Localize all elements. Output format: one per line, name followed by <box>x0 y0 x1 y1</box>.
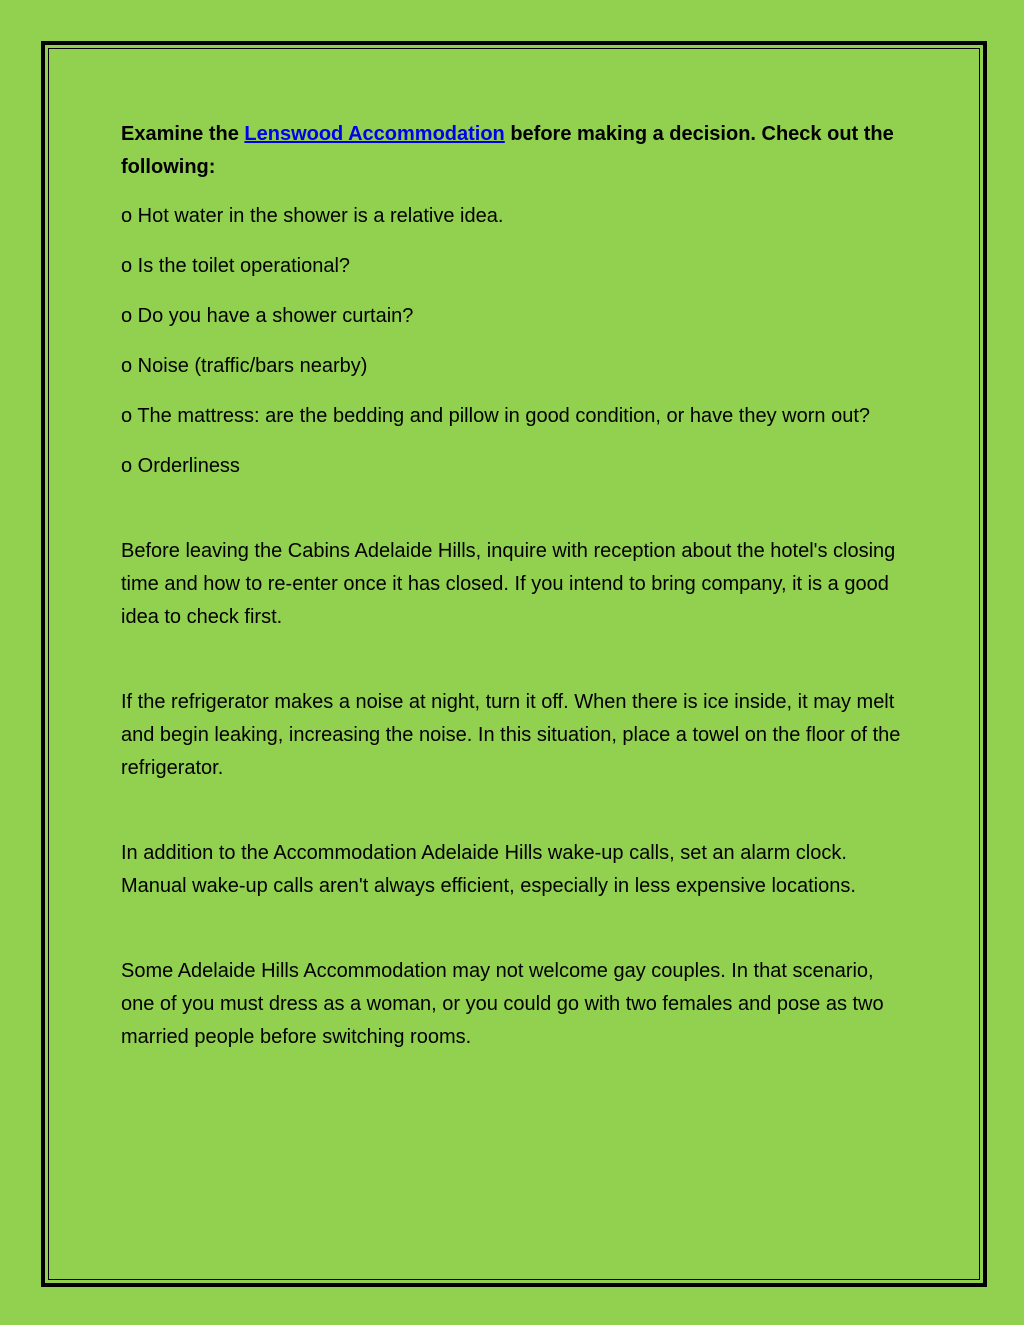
checklist-item-hot-water: o Hot water in the shower is a relative idea. <box>121 205 504 227</box>
paragraph-couples: Some Adelaide Hills Accommodation may not welcome gay couples. In that scenario, one of you must dress as a woman, or you could go with two females and pose as two married people before switching rooms. <box>121 960 884 1048</box>
paragraph-wake-up-calls: In addition to the Accommodation Adelaide Hills wake-up calls, set an alarm clock. Manual wake-up calls aren't always efficient, especially in less expensive locations. <box>121 842 856 897</box>
document-body <box>121 118 911 1054</box>
checklist-item-noise: o Noise (traffic/bars nearby) <box>121 355 368 377</box>
paragraph-refrigerator: If the refrigerator makes a noise at night, turn it off. When there is ice inside, it may melt and begin leaking, increasing the noise. In this situation, place a towel on the floor of the refrigerator. <box>121 691 901 779</box>
checklist-item-toilet: o Is the toilet operational? <box>121 255 351 277</box>
checklist-item-shower-curtain: o Do you have a shower curtain? <box>121 305 414 327</box>
intro-text-after: before making a decision. Check out the following: <box>121 123 894 178</box>
checklist-item-mattress: o The mattress: are the bedding and pillow in good condition, or have they worn out? <box>121 405 870 427</box>
lenswood-accommodation-link[interactable]: Lenswood Accommodation <box>244 123 505 145</box>
intro-paragraph <box>121 118 911 184</box>
checklist-item-orderliness: o Orderliness <box>121 455 240 477</box>
intro-text-before: Examine the <box>121 123 245 145</box>
paragraph-reception: Before leaving the Cabins Adelaide Hills, inquire with reception about the hotel's closing time and how to re-enter once it has closed. If you intend to bring company, it is a good idea to check first. <box>121 540 896 628</box>
